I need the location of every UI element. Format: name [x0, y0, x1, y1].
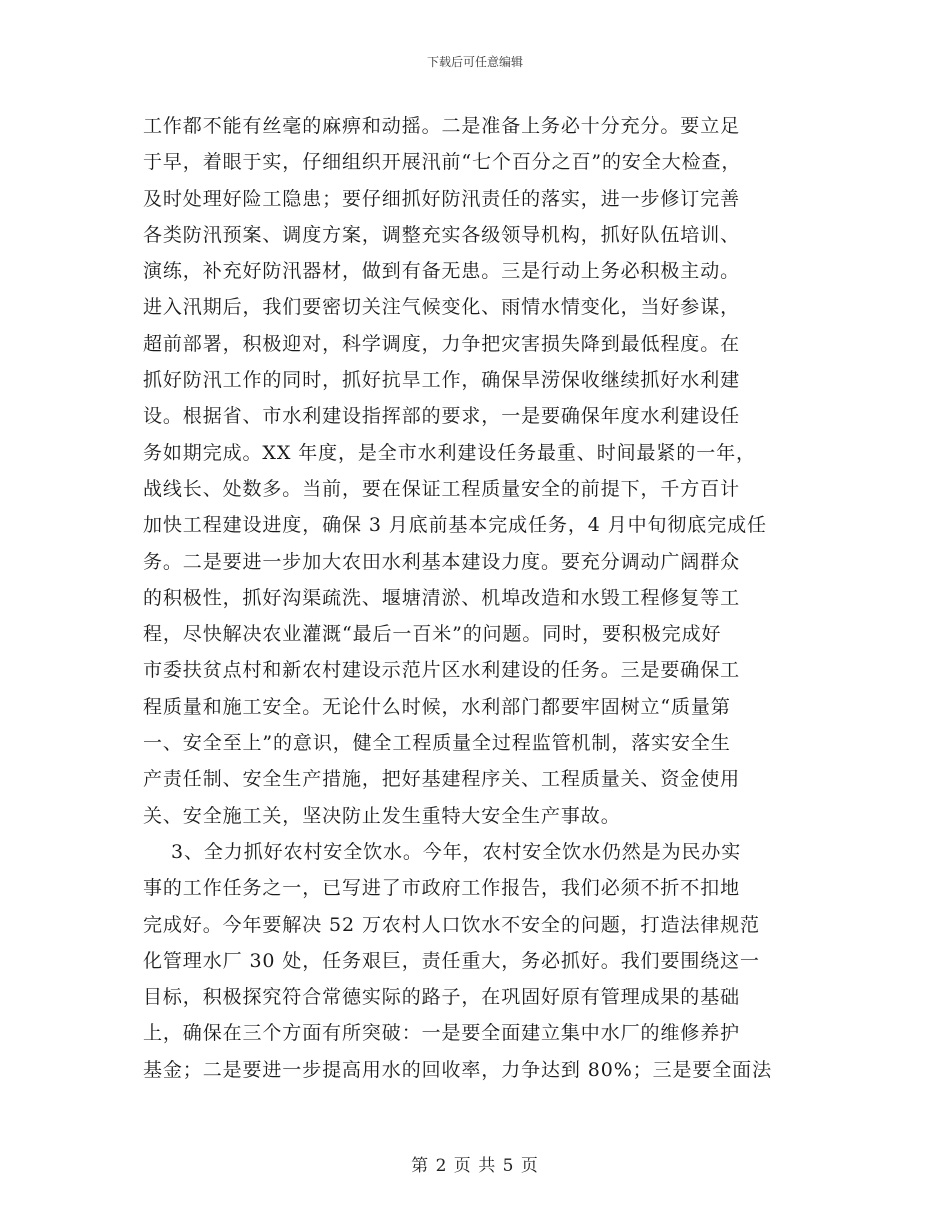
text-line: 演练，补充好防汛器材，做到有备无患。三是行动上务必积极主动。 — [143, 260, 741, 283]
text-line: 工作都不能有丝毫的麻痹和动摇。二是准备上务必十分充分。要立足 — [143, 115, 741, 137]
page-header: 下载后可任意编辑 — [426, 55, 523, 69]
text-line: 战线长、处数多。当前，要在保证工程质量安全的前提下，千方百计 — [143, 477, 741, 500]
text-line: 关、安全施工关，坚决防止发生重特大安全生产事故。 — [143, 804, 621, 827]
text-line: 市委扶贫点村和新农村建设示范片区水利建设的任务。三是要确保工 — [143, 659, 741, 682]
document-body — [143, 108, 815, 1088]
text-line: 及时处理好险工隐患；要仔细抓好防汛责任的落实，进一步修订完善 — [143, 187, 741, 210]
text-line: 一、安全至上”的意识，健全工程质量全过程监管机制，落实安全生 — [143, 732, 731, 755]
text-line: 上，确保在三个方面有所突破：一是要全面建立集中水厂的维修养护 — [143, 1022, 741, 1045]
text-line: 基金；二是要进一步提高用水的回收率，力争达到 80%；三是要全面法 — [143, 1058, 772, 1081]
text-line: 于早，着眼于实，仔细组织开展汛前“七个百分之百”的安全大检查， — [143, 151, 742, 174]
paragraph-start-line: 3、全力抓好农村安全饮水。今年，农村安全饮水仍然是为民办实 — [171, 840, 742, 863]
text-line: 抓好防汛工作的同时，抓好抗旱工作，确保旱涝保收继续抓好水利建 — [143, 369, 741, 392]
text-line: 事的工作任务之一，已写进了市政府工作报告，我们必须不折不扣地 — [143, 877, 741, 900]
text-line: 程质量和施工安全。无论什么时候，水利部门都要牢固树立“质量第 — [143, 695, 731, 718]
text-line: 的积极性，抓好沟渠疏洗、堰塘清淤、机埠改造和水毁工程修复等工 — [143, 586, 741, 609]
text-line: 产责任制、安全生产措施，把好基建程序关、工程质量关、资金使用 — [143, 768, 741, 791]
text-line: 务如期完成。XX 年度，是全市水利建设任务最重、时间最紧的一年， — [143, 441, 756, 464]
page-number-footer: 第 2 页 共 5 页 — [411, 1156, 539, 1176]
text-line: 进入汛期后，我们要密切关注气候变化、雨情水情变化，当好参谋， — [143, 296, 741, 319]
text-line: 务。二是要进一步加大农田水利基本建设力度。要充分调动广阔群众 — [143, 550, 741, 573]
text-line: 化管理水厂 30 处，任务艰巨，责任重大，务必抓好。我们要围绕这一 — [143, 949, 760, 972]
text-line: 各类防汛预案、调度方案，调整充实各级领导机构，抓好队伍培训、 — [143, 223, 741, 246]
text-line: 完成好。今年要解决 52 万农村人口饮水不安全的问题，打造法律规范 — [143, 913, 760, 936]
text-line: 加快工程建设进度，确保 3 月底前基本完成任务，4 月中旬彻底完成任 — [143, 514, 767, 537]
text-line: 设。根据省、市水利建设指挥部的要求，一是要确保年度水利建设任 — [143, 405, 741, 428]
text-line: 目标，积极探究符合常德实际的路子，在巩固好原有管理成果的基础 — [143, 986, 741, 1009]
text-line: 程，尽快解决农业灌溉“最后一百米”的问题。同时，要积极完成好 — [143, 623, 722, 646]
text-line: 超前部署，积极迎对，科学调度，力争把灾害损失降到最低程度。在 — [143, 332, 741, 355]
